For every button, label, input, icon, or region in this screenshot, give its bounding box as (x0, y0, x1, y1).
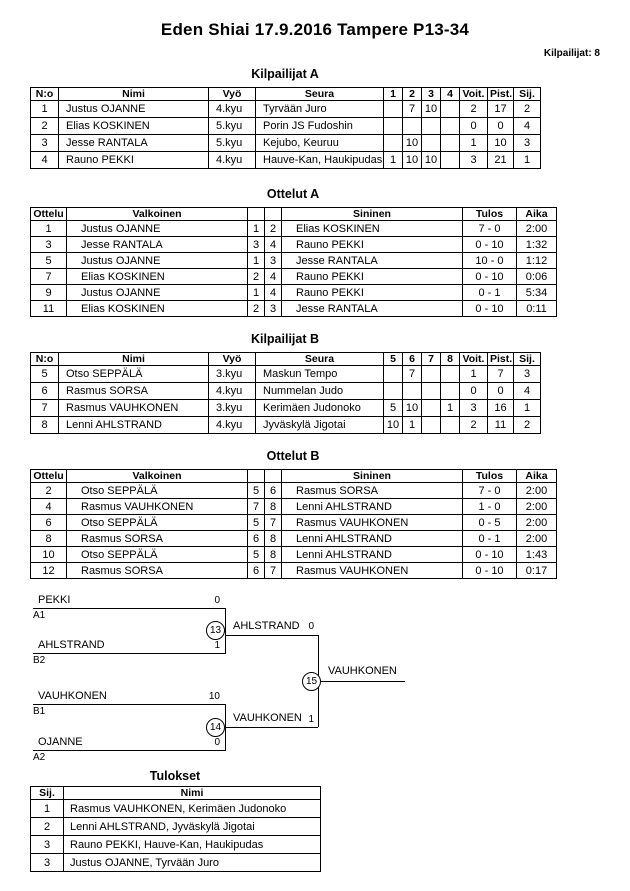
final-winner-name: VAUHKONEN (328, 665, 397, 677)
cell-club: Jyväskylä Jigotai (256, 417, 384, 434)
cell-white-no: 2 (248, 301, 265, 317)
cell-time: 0:17 (517, 563, 557, 579)
sf2-top-score: 10 (208, 691, 220, 702)
col-header-name: Nimi (64, 787, 321, 800)
match-row (31, 563, 557, 579)
pool-a-table (30, 87, 541, 169)
cell-white-no: 5 (248, 515, 265, 531)
col-header-white: Valkoinen (67, 470, 248, 483)
cell-score-7 (422, 383, 441, 400)
match-row (31, 253, 557, 269)
col-header-opp-1: 1 (384, 88, 403, 101)
cell-score-4 (441, 135, 460, 152)
cell-rank: 1 (31, 800, 64, 818)
match-row (31, 499, 557, 515)
cell-match-no: 11 (31, 301, 67, 317)
sf2-winner-name: VAUHKONEN (233, 712, 302, 724)
cell-score-2: 7 (403, 101, 422, 118)
bracket-line-final-winner (318, 681, 405, 682)
cell-club: Hauve-Kan, Haukipudas (256, 152, 384, 169)
cell-match-no: 6 (31, 515, 67, 531)
col-header-result: Tulos (463, 208, 517, 221)
result-row (31, 854, 321, 872)
cell-score-4 (441, 152, 460, 169)
cell-no: 1 (31, 101, 59, 118)
col-header-blue: Sininen (282, 208, 463, 221)
section-heading-kilpailijat-b: Kilpailijat B (250, 332, 320, 346)
cell-club: Nummelan Judo (256, 383, 384, 400)
sf1-top-name: PEKKI (38, 594, 71, 606)
cell-white-name: Justus OJANNE (67, 221, 248, 237)
cell-white-no: 6 (248, 563, 265, 579)
cell-result: 7 - 0 (463, 221, 517, 237)
col-header-points: Pist. (488, 88, 514, 101)
cell-score-2: 10 (403, 152, 422, 169)
cell-result: 10 - 0 (463, 253, 517, 269)
col-header-rank: Sij. (514, 353, 541, 366)
col-header-white: Valkoinen (67, 208, 248, 221)
cell-wins: 0 (460, 383, 488, 400)
cell-points: 10 (488, 135, 514, 152)
cell-no: 7 (31, 400, 59, 417)
col-header-opp-4: 4 (441, 88, 460, 101)
cell-wins: 2 (460, 101, 488, 118)
cell-blue-name: Lenni AHLSTRAND (282, 499, 463, 515)
competitors-count: Kilpailijat: 8 (543, 48, 600, 59)
cell-points: 0 (488, 118, 514, 135)
cell-score-2: 10 (403, 135, 422, 152)
cell-blue-no: 7 (265, 515, 282, 531)
cell-result: 7 - 0 (463, 483, 517, 499)
matches-b-table (30, 469, 557, 579)
section-heading-ottelut-a: Ottelut A (266, 187, 320, 201)
cell-blue-no: 4 (265, 237, 282, 253)
cell-rank: 2 (514, 417, 541, 434)
sf2-winner-score: 1 (308, 714, 314, 725)
col-header-opp-2: 2 (403, 88, 422, 101)
result-row (31, 800, 321, 818)
cell-blue-name: Rauno PEKKI (282, 285, 463, 301)
cell-white-name: Jesse RANTALA (67, 237, 248, 253)
competitor-row (31, 101, 541, 118)
cell-score-3: 10 (422, 101, 441, 118)
cell-rank: 3 (31, 854, 64, 872)
cell-rank: 2 (514, 101, 541, 118)
cell-wins: 0 (460, 118, 488, 135)
cell-rank: 4 (514, 118, 541, 135)
cell-score-7 (422, 400, 441, 417)
cell-score-3: 10 (422, 152, 441, 169)
cell-result: 1 - 0 (463, 499, 517, 515)
cell-blue-no: 3 (265, 253, 282, 269)
cell-blue-name: Rauno PEKKI (282, 269, 463, 285)
cell-score-6: 7 (403, 366, 422, 383)
cell-name: Lenni AHLSTRAND (59, 417, 209, 434)
cell-name: Jesse RANTALA (59, 135, 209, 152)
cell-name: Lenni AHLSTRAND, Jyväskylä Jigotai (64, 818, 321, 836)
matches-a-table (30, 207, 557, 317)
cell-score-5 (384, 366, 403, 383)
col-header-name: Nimi (59, 88, 209, 101)
col-header-rank: Sij. (31, 787, 64, 800)
cell-rank: 3 (31, 836, 64, 854)
header-row (31, 787, 321, 800)
cell-time: 1:32 (517, 237, 557, 253)
cell-score-1 (384, 118, 403, 135)
cell-score-6: 10 (403, 400, 422, 417)
cell-rank: 1 (514, 152, 541, 169)
col-header-blue: Sininen (282, 470, 463, 483)
cell-points: 7 (488, 366, 514, 383)
cell-white-name: Justus OJANNE (67, 253, 248, 269)
col-header-belt: Vyö (209, 353, 256, 366)
cell-match-no: 3 (31, 237, 67, 253)
cell-club: Tyrvään Juro (256, 101, 384, 118)
cell-name: Rasmus SORSA (59, 383, 209, 400)
cell-wins: 1 (460, 366, 488, 383)
cell-belt: 4.kyu (209, 152, 256, 169)
match-row (31, 269, 557, 285)
cell-match-no: 2 (31, 483, 67, 499)
sf2-match-number: 14 (206, 718, 225, 737)
cell-white-name: Otso SEPPÄLÄ (67, 483, 248, 499)
section-heading-kilpailijat-a: Kilpailijat A (251, 67, 319, 81)
competitor-row (31, 383, 541, 400)
cell-time: 2:00 (517, 499, 557, 515)
col-header-blue-no (265, 470, 282, 483)
col-header-opp-5: 5 (384, 353, 403, 366)
match-row (31, 547, 557, 563)
cell-match-no: 9 (31, 285, 67, 301)
cell-blue-no: 2 (265, 221, 282, 237)
bracket-line-sf2-winner (225, 727, 318, 728)
cell-rank: 1 (514, 400, 541, 417)
sf2-top-seed: B1 (33, 706, 46, 717)
match-row (31, 221, 557, 237)
cell-score-7 (422, 417, 441, 434)
cell-club: Porin JS Fudoshin (256, 118, 384, 135)
col-header-belt: Vyö (209, 88, 256, 101)
cell-time: 5:34 (517, 285, 557, 301)
sf2-bottom-name: OJANNE (38, 736, 83, 748)
col-header-name: Nimi (59, 353, 209, 366)
cell-blue-name: Rasmus VAUHKONEN (282, 515, 463, 531)
cell-points: 11 (488, 417, 514, 434)
cell-white-no: 7 (248, 499, 265, 515)
cell-score-6: 1 (403, 417, 422, 434)
col-header-result: Tulos (463, 470, 517, 483)
cell-blue-name: Rasmus VAUHKONEN (282, 563, 463, 579)
col-header-opp-8: 8 (441, 353, 460, 366)
col-header-match-no: Ottelu (31, 208, 67, 221)
page-title: Eden Shiai 17.9.2016 Tampere P13-34 (160, 20, 470, 39)
cell-score-3 (422, 135, 441, 152)
header-row (31, 470, 557, 483)
col-header-white-no (248, 470, 265, 483)
cell-time: 2:00 (517, 483, 557, 499)
match-row (31, 515, 557, 531)
cell-rank: 2 (31, 818, 64, 836)
cell-name: Rasmus VAUHKONEN, Kerimäen Judonoko (64, 800, 321, 818)
bracket-line-b1 (33, 704, 225, 705)
bracket-line-a2 (33, 750, 225, 751)
cell-score-8 (441, 383, 460, 400)
cell-score-5: 5 (384, 400, 403, 417)
cell-time: 0:11 (517, 301, 557, 317)
cell-blue-no: 7 (265, 563, 282, 579)
sf1-winner-name: AHLSTRAND (233, 620, 300, 632)
competitor-row (31, 417, 541, 434)
match-row (31, 531, 557, 547)
cell-no: 8 (31, 417, 59, 434)
cell-belt: 4.kyu (209, 101, 256, 118)
cell-score-6 (403, 383, 422, 400)
cell-blue-no: 8 (265, 547, 282, 563)
cell-name: Rasmus VAUHKONEN (59, 400, 209, 417)
cell-no: 2 (31, 118, 59, 135)
cell-white-no: 5 (248, 483, 265, 499)
cell-white-no: 1 (248, 253, 265, 269)
cell-white-name: Elias KOSKINEN (67, 269, 248, 285)
cell-time: 2:00 (517, 221, 557, 237)
cell-white-name: Rasmus SORSA (67, 531, 248, 547)
section-heading-ottelut-b: Ottelut B (266, 449, 320, 463)
sf1-match-number: 13 (206, 621, 225, 640)
cell-white-name: Elias KOSKINEN (67, 301, 248, 317)
cell-white-name: Rasmus VAUHKONEN (67, 499, 248, 515)
cell-blue-no: 6 (265, 483, 282, 499)
col-header-time: Aika (517, 208, 557, 221)
sf1-bottom-seed: B2 (33, 655, 46, 666)
cell-blue-no: 3 (265, 301, 282, 317)
cell-time: 2:00 (517, 531, 557, 547)
sf1-top-seed: A1 (33, 610, 46, 621)
cell-score-1: 1 (384, 152, 403, 169)
sf1-winner-score: 0 (308, 621, 314, 632)
col-header-opp-3: 3 (422, 88, 441, 101)
cell-white-name: Otso SEPPÄLÄ (67, 547, 248, 563)
final-match-number: 15 (302, 672, 321, 691)
header-row (31, 208, 557, 221)
cell-match-no: 10 (31, 547, 67, 563)
col-header-blue-no (265, 208, 282, 221)
cell-name: Rauno PEKKI (59, 152, 209, 169)
cell-club: Kerimäen Judonoko (256, 400, 384, 417)
cell-score-8 (441, 366, 460, 383)
match-row (31, 285, 557, 301)
cell-score-4 (441, 118, 460, 135)
col-header-opp-7: 7 (422, 353, 441, 366)
result-row (31, 818, 321, 836)
cell-no: 3 (31, 135, 59, 152)
cell-blue-no: 8 (265, 531, 282, 547)
cell-wins: 2 (460, 417, 488, 434)
cell-name: Rauno PEKKI, Hauve-Kan, Haukipudas (64, 836, 321, 854)
cell-wins: 1 (460, 135, 488, 152)
cell-name: Justus OJANNE (59, 101, 209, 118)
competitor-row (31, 135, 541, 152)
cell-match-no: 8 (31, 531, 67, 547)
cell-score-4 (441, 101, 460, 118)
col-header-match-no: Ottelu (31, 470, 67, 483)
sf1-bottom-name: AHLSTRAND (38, 639, 105, 651)
cell-blue-name: Rasmus SORSA (282, 483, 463, 499)
cell-no: 6 (31, 383, 59, 400)
cell-blue-no: 4 (265, 269, 282, 285)
cell-white-no: 3 (248, 237, 265, 253)
cell-points: 16 (488, 400, 514, 417)
competitor-row (31, 400, 541, 417)
pool-b-table (30, 352, 541, 434)
col-header-rank: Sij. (514, 88, 541, 101)
col-header-opp-6: 6 (403, 353, 422, 366)
bracket-connector-sf1 (225, 608, 226, 654)
bracket-line-sf1-winner (225, 635, 318, 636)
col-header-wins: Voit. (460, 88, 488, 101)
cell-club: Maskun Tempo (256, 366, 384, 383)
cell-rank: 4 (514, 383, 541, 400)
cell-result: 0 - 10 (463, 301, 517, 317)
competitor-row (31, 118, 541, 135)
cell-club: Kejubo, Keuruu (256, 135, 384, 152)
cell-name: Elias KOSKINEN (59, 118, 209, 135)
col-header-no: N:o (31, 88, 59, 101)
cell-points: 0 (488, 383, 514, 400)
cell-white-no: 2 (248, 269, 265, 285)
header-row (31, 88, 541, 101)
cell-time: 1:43 (517, 547, 557, 563)
cell-result: 0 - 10 (463, 547, 517, 563)
cell-belt: 3.kyu (209, 400, 256, 417)
cell-result: 0 - 1 (463, 285, 517, 301)
sf1-top-score: 0 (214, 595, 220, 606)
cell-blue-name: Jesse RANTALA (282, 301, 463, 317)
cell-match-no: 12 (31, 563, 67, 579)
cell-belt: 5.kyu (209, 135, 256, 152)
cell-score-7 (422, 366, 441, 383)
cell-blue-name: Lenni AHLSTRAND (282, 531, 463, 547)
header-row (31, 353, 541, 366)
cell-time: 0:06 (517, 269, 557, 285)
cell-score-1 (384, 101, 403, 118)
cell-points: 17 (488, 101, 514, 118)
cell-time: 1:12 (517, 253, 557, 269)
cell-blue-name: Elias KOSKINEN (282, 221, 463, 237)
col-header-white-no (248, 208, 265, 221)
cell-white-name: Rasmus SORSA (67, 563, 248, 579)
cell-white-no: 1 (248, 221, 265, 237)
cell-result: 0 - 10 (463, 563, 517, 579)
competitor-row (31, 152, 541, 169)
cell-blue-name: Jesse RANTALA (282, 253, 463, 269)
col-header-points: Pist. (488, 353, 514, 366)
cell-white-name: Otso SEPPÄLÄ (67, 515, 248, 531)
cell-score-5: 10 (384, 417, 403, 434)
cell-blue-name: Lenni AHLSTRAND (282, 547, 463, 563)
cell-match-no: 1 (31, 221, 67, 237)
cell-belt: 4.kyu (209, 417, 256, 434)
col-header-time: Aika (517, 470, 557, 483)
cell-rank: 3 (514, 366, 541, 383)
col-header-club: Seura (256, 353, 384, 366)
cell-points: 21 (488, 152, 514, 169)
cell-name: Otso SEPPÄLÄ (59, 366, 209, 383)
competitor-row (31, 366, 541, 383)
cell-belt: 4.kyu (209, 383, 256, 400)
final-bracket (30, 591, 600, 763)
cell-score-3 (422, 118, 441, 135)
cell-no: 5 (31, 366, 59, 383)
col-header-wins: Voit. (460, 353, 488, 366)
cell-score-1 (384, 135, 403, 152)
cell-wins: 3 (460, 152, 488, 169)
cell-wins: 3 (460, 400, 488, 417)
section-heading-tulokset: Tulokset (149, 769, 201, 783)
cell-result: 0 - 10 (463, 237, 517, 253)
results-table (30, 786, 321, 872)
cell-match-no: 7 (31, 269, 67, 285)
cell-match-no: 4 (31, 499, 67, 515)
sf2-bottom-seed: A2 (33, 752, 46, 763)
cell-belt: 3.kyu (209, 366, 256, 383)
match-row (31, 301, 557, 317)
cell-time: 2:00 (517, 515, 557, 531)
cell-no: 4 (31, 152, 59, 169)
col-header-club: Seura (256, 88, 384, 101)
match-row (31, 483, 557, 499)
cell-white-no: 5 (248, 547, 265, 563)
bracket-line-a1 (33, 608, 225, 609)
cell-blue-no: 8 (265, 499, 282, 515)
cell-score-8: 1 (441, 400, 460, 417)
result-row (31, 836, 321, 854)
cell-belt: 5.kyu (209, 118, 256, 135)
cell-blue-name: Rauno PEKKI (282, 237, 463, 253)
cell-score-5 (384, 383, 403, 400)
cell-name: Justus OJANNE, Tyrvään Juro (64, 854, 321, 872)
cell-rank: 3 (514, 135, 541, 152)
cell-result: 0 - 5 (463, 515, 517, 531)
bracket-line-b2 (33, 653, 225, 654)
cell-white-no: 6 (248, 531, 265, 547)
cell-result: 0 - 1 (463, 531, 517, 547)
cell-match-no: 5 (31, 253, 67, 269)
cell-score-2 (403, 118, 422, 135)
sf2-bottom-score: 0 (214, 737, 220, 748)
sf1-bottom-score: 1 (214, 640, 220, 651)
cell-white-no: 1 (248, 285, 265, 301)
sf2-top-name: VAUHKONEN (38, 690, 107, 702)
cell-white-name: Justus OJANNE (67, 285, 248, 301)
cell-blue-no: 4 (265, 285, 282, 301)
col-header-no: N:o (31, 353, 59, 366)
match-row (31, 237, 557, 253)
cell-score-8 (441, 417, 460, 434)
cell-result: 0 - 10 (463, 269, 517, 285)
